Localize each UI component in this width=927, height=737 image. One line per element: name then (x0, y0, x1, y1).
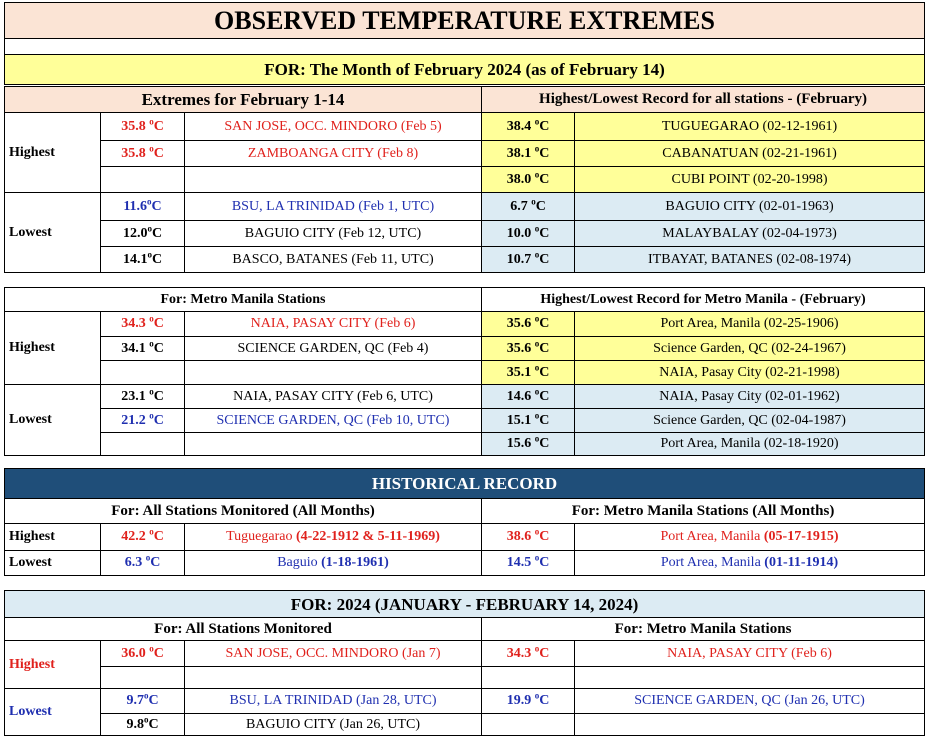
record-temp: 14.5 $^o$C (482, 551, 575, 576)
record-location: BAGUIO CITY (02-01-1963) (575, 193, 925, 221)
temp-value: 14.1$^o$C (101, 247, 185, 273)
section2-highest-label: Highest (5, 312, 101, 385)
record-temp: 15.1 $^o$C (482, 409, 575, 433)
record-temp: 15.6 $^o$C (482, 433, 575, 456)
station-location: SCIENCE GARDEN, QC (Feb 10, UTC) (185, 409, 482, 433)
record-location: CABANATUAN (02-21-1961) (575, 141, 925, 167)
record-location: ITBAYAT, BATANES (02-08-1974) (575, 247, 925, 273)
temp-value: 6.3 $^o$C (101, 551, 185, 576)
empty-cell (185, 361, 482, 385)
station-location: BASCO, BATANES (Feb 11, UTC) (185, 247, 482, 273)
empty-cell (101, 433, 185, 456)
temp-value: 9.7$^o$C (101, 689, 185, 714)
empty-cell (482, 714, 575, 736)
temp-value: 12.0$^o$C (101, 221, 185, 247)
record-location: TUGUEGARAO (02-12-1961) (575, 113, 925, 141)
record-location: Port Area, Manila (01-11-1914) (575, 551, 925, 576)
record-location: CUBI POINT (02-20-1998) (575, 167, 925, 193)
record-temp: 38.4 $^o$C (482, 113, 575, 141)
station-location: SCIENCE GARDEN, QC (Feb 4) (185, 337, 482, 361)
record-location: Port Area, Manila (05-17-1915) (575, 524, 925, 551)
station-location: NAIA, PASAY CITY (Feb 6, UTC) (185, 385, 482, 409)
year2024-highest-label: Highest (5, 641, 101, 689)
record-temp: 35.6 $^o$C (482, 312, 575, 337)
station-location: NAIA, PASAY CITY (Feb 6) (185, 312, 482, 337)
empty-cell (575, 714, 925, 736)
temp-value: 42.2 $^o$C (101, 524, 185, 551)
year2024-left-header: For: All Stations Monitored (5, 618, 482, 641)
section2-right-header: Highest/Lowest Record for Metro Manila - (February) (482, 288, 925, 312)
record-location: Port Area, Manila (02-25-1906) (575, 312, 925, 337)
record-location: SCIENCE GARDEN, QC (Jan 26, UTC) (575, 689, 925, 714)
empty-cell (482, 667, 575, 689)
year2024-lowest-label: Lowest (5, 689, 101, 736)
record-temp: 10.7 $^o$C (482, 247, 575, 273)
station-location: BAGUIO CITY (Feb 12, UTC) (185, 221, 482, 247)
temp-value: 34.1 $^o$C (101, 337, 185, 361)
empty-cell (101, 167, 185, 193)
year2024-table (4, 590, 925, 736)
section1-left-header: Extremes for February 1-14 (5, 87, 482, 113)
empty-cell (575, 667, 925, 689)
section1-highest-label: Highest (5, 113, 101, 193)
record-temp: 35.1 $^o$C (482, 361, 575, 385)
historical-lowest-label: Lowest (5, 551, 101, 576)
station-location: SAN JOSE, OCC. MINDORO (Jan 7) (185, 641, 482, 667)
temp-value: 9.8$^o$C (101, 714, 185, 736)
temp-value: 21.2 $^o$C (101, 409, 185, 433)
spacer-row (5, 39, 925, 55)
section2-table (4, 287, 925, 456)
station-location: BSU, LA TRINIDAD (Jan 28, UTC) (185, 689, 482, 714)
historical-table (4, 468, 925, 576)
historical-left-header: For: All Stations Monitored (All Months) (5, 499, 482, 524)
record-location: NAIA, Pasay City (02-21-1998) (575, 361, 925, 385)
historical-title: HISTORICAL RECORD (5, 469, 925, 499)
empty-cell (101, 667, 185, 689)
temp-value: 36.0 $^o$C (101, 641, 185, 667)
page-title: OBSERVED TEMPERATURE EXTREMES (5, 3, 925, 39)
historical-highest-label: Highest (5, 524, 101, 551)
record-temp: 6.7 $^o$C (482, 193, 575, 221)
section1-right-header: Highest/Lowest Record for all stations - (February) (482, 87, 925, 113)
temp-value: 34.3 $^o$C (101, 312, 185, 337)
record-temp: 38.6 $^o$C (482, 524, 575, 551)
record-temp: 10.0 $^o$C (482, 221, 575, 247)
title-table (4, 2, 925, 85)
record-temp: 34.3 $^o$C (482, 641, 575, 667)
record-location: NAIA, Pasay City (02-01-1962) (575, 385, 925, 409)
station-location: BAGUIO CITY (Jan 26, UTC) (185, 714, 482, 736)
record-temp: 38.0 $^o$C (482, 167, 575, 193)
empty-cell (101, 361, 185, 385)
record-location: Science Garden, QC (02-24-1967) (575, 337, 925, 361)
section2-left-header: For: Metro Manila Stations (5, 288, 482, 312)
temp-value: 11.6$^o$C (101, 193, 185, 221)
station-location: ZAMBOANGA CITY (Feb 8) (185, 141, 482, 167)
record-temp: 14.6 $^o$C (482, 385, 575, 409)
section2-lowest-label: Lowest (5, 385, 101, 456)
temp-value: 35.8 $^o$C (101, 141, 185, 167)
section1-table (4, 86, 925, 273)
station-location: SAN JOSE, OCC. MINDORO (Feb 5) (185, 113, 482, 141)
record-location: Port Area, Manila (02-18-1920) (575, 433, 925, 456)
year2024-right-header: For: Metro Manila Stations (482, 618, 925, 641)
temp-value: 35.8 $^o$C (101, 113, 185, 141)
year2024-title: FOR: 2024 (JANUARY - FEBRUARY 14, 2024) (5, 591, 925, 618)
record-temp: 38.1 $^o$C (482, 141, 575, 167)
empty-cell (185, 167, 482, 193)
section1-lowest-label: Lowest (5, 193, 101, 273)
record-temp: 35.6 $^o$C (482, 337, 575, 361)
record-temp: 19.9 $^o$C (482, 689, 575, 714)
temp-value: 23.1 $^o$C (101, 385, 185, 409)
station-location: Tuguegarao (4-22-1912 & 5-11-1969) (185, 524, 482, 551)
record-location: NAIA, PASAY CITY (Feb 6) (575, 641, 925, 667)
station-location: Baguio (1-18-1961) (185, 551, 482, 576)
record-location: Science Garden, QC (02-04-1987) (575, 409, 925, 433)
station-location: BSU, LA TRINIDAD (Feb 1, UTC) (185, 193, 482, 221)
empty-cell (185, 433, 482, 456)
period-banner: FOR: The Month of February 2024 (as of February 14) (5, 55, 925, 85)
historical-right-header: For: Metro Manila Stations (All Months) (482, 499, 925, 524)
record-location: MALAYBALAY (02-04-1973) (575, 221, 925, 247)
empty-cell (185, 667, 482, 689)
